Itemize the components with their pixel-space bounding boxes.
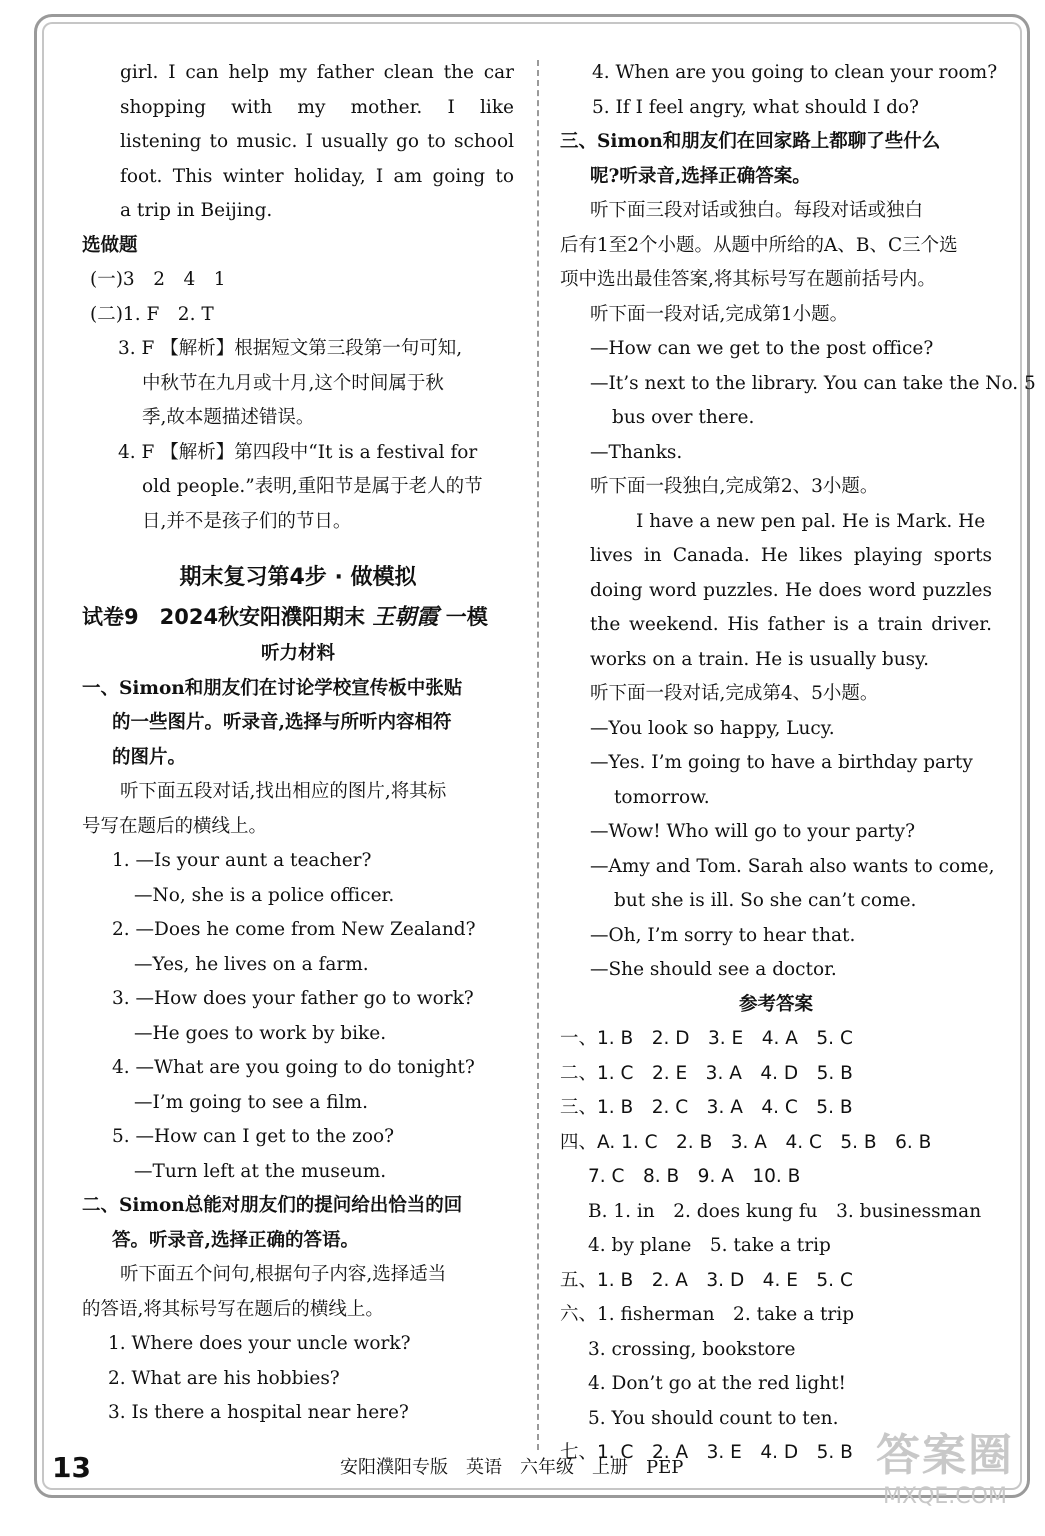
dialog-line: —Yes. I’m going to have a birthday party [590, 752, 973, 773]
part2-heading: 二、Simon总能对朋友们的提问给出恰当的回 [82, 1195, 463, 1216]
essay-line: shopping with my mother. I like [120, 96, 514, 118]
answer-line: 二、1. C 2. E 3. A 4. D 5. B [560, 1062, 853, 1084]
part3-instruction: 听下面三段对话或独白。每段对话或独白 [590, 200, 924, 221]
explanation-line: 中秋节在九月或十月,这个时间属于秋 [142, 372, 444, 394]
answer-line: 5. You should count to ten. [588, 1407, 839, 1429]
answer-line: 三、1. B 2. C 3. A 4. C 5. B [560, 1097, 853, 1118]
dialog-line: —Amy and Tom. Sarah also wants to come, [590, 855, 995, 877]
optional-title: 选做题 [82, 234, 138, 256]
essay-line: listening to music. I usually go to school [120, 131, 514, 152]
monologue-line: I have a new pen pal. He is Mark. He [636, 510, 986, 532]
essay-line: foot. This winter holiday, I am going to [120, 165, 514, 187]
dialog-line: —Wow! Who will go to your party? [590, 821, 916, 842]
part3-instruction: 后有1至2个小题。从题中所给的A、B、C三个选 [560, 234, 958, 256]
monologue-line: doing word puzzles. He does word puzzles [590, 579, 992, 601]
dialog-line: —Yes, he lives on a farm. [134, 953, 369, 975]
column-divider [537, 60, 539, 1450]
monologue-line: lives in Canada. He likes playing sports [590, 545, 992, 566]
monologue-line: works on a train. He is usually busy. [590, 648, 930, 670]
answer-line: B. 1. in 2. does kung fu 3. businessman [588, 1200, 982, 1222]
dialog-line: —He goes to work by bike. [134, 1022, 387, 1044]
part1-instruction: 听下面五段对话,找出相应的图片,将其标 [120, 781, 447, 802]
dialog-line: —No, she is a police officer. [134, 884, 395, 906]
answer-line: 4. by plane 5. take a trip [588, 1235, 831, 1256]
answer-line: 六、1. fisherman 2. take a trip [560, 1304, 855, 1325]
dialog-line: 1. —Is your aunt a teacher? [112, 850, 372, 871]
dialog-line: —I’m going to see a film. [134, 1091, 368, 1113]
dialog-line: tomorrow. [614, 786, 710, 808]
paper-title [82, 597, 514, 637]
part1-heading: 的图片。 [112, 746, 187, 768]
watermark-logo [855, 1430, 1035, 1530]
question-line: 2. What are his hobbies? [108, 1367, 340, 1389]
answer-line: 五、1. B 2. A 3. D 4. E 5. C [560, 1269, 853, 1291]
dialog-line: —You look so happy, Lucy. [590, 717, 835, 739]
answer-line: 3. crossing, bookstore [588, 1338, 796, 1360]
listening-title: 听力材料 [260, 643, 335, 664]
page-number: 13 [52, 1451, 91, 1484]
dialog-line: —Turn left at the museum. [134, 1160, 387, 1182]
question-line: 1. Where does your uncle work? [108, 1333, 411, 1354]
answer-line: 7. C 8. B 9. A 10. B [588, 1166, 801, 1187]
part3-instruction: 项中选出最佳答案,将其标号写在题前括号内。 [560, 269, 936, 290]
dialog-intro: 听下面一段对话,完成第4、5小题。 [590, 683, 879, 704]
dialog-line: 2. —Does he come from New Zealand? [112, 919, 476, 940]
answer-line: 一、1. B 2. D 3. E 4. A 5. C [560, 1028, 853, 1049]
answer-line: 四、A. 1. C 2. B 3. A 4. C 5. B 6. B [560, 1131, 932, 1153]
section-title: 期末复习第4步 · 做模拟 [179, 565, 417, 590]
part2-instruction: 听下面五个问句,根据句子内容,选择适当 [120, 1264, 447, 1285]
dialog-line: —How can we get to the post office? [590, 338, 934, 359]
explanation-line: 日,并不是孩子们的节日。 [142, 510, 352, 532]
explanation-line: 季,故本题描述错误。 [142, 407, 315, 428]
part1-heading: 一、Simon和朋友们在讨论学校宣传板中张贴 [82, 677, 463, 699]
answer-line: 4. Don’t go at the red light! [588, 1373, 846, 1394]
answer-title: 参考答案 [738, 993, 813, 1015]
dialog-intro: 听下面一段对话,完成第1小题。 [590, 303, 849, 325]
question-line: 5. If I feel angry, what should I do? [592, 96, 919, 118]
signature-logo: 王朝霞 [372, 604, 439, 630]
question-line: 4. When are you going to clean your room? [592, 62, 998, 83]
part1-heading: 的一些图片。听录音,选择与所听内容相符 [112, 712, 452, 733]
part2-heading: 答。听录音,选择正确的答语。 [112, 1229, 359, 1251]
optional-answer-1: (一)3 2 4 1 [90, 269, 226, 290]
dialog-line: bus over there. [612, 407, 755, 428]
part1-instruction: 号写在题后的横线上。 [82, 815, 268, 837]
watermark-text: 答案圈 [876, 1430, 1014, 1481]
dialog-line: but she is ill. So she can’t come. [614, 890, 917, 911]
paper-title-text: 试卷9 2024秋安阳濮阳期末 [82, 605, 366, 629]
right-column [560, 56, 1036, 1471]
explanation-line: 4. F 【解析】第四段中“It is a festival for [118, 441, 478, 463]
part3-heading: 三、Simon和朋友们在回家路上都聊了些什么 [560, 131, 941, 152]
dialog-line: 5. —How can I get to the zoo? [112, 1126, 395, 1147]
dialog-line: —Thanks. [590, 441, 683, 463]
essay-line: girl. I can help my father clean the car [120, 62, 514, 83]
explanation-line: 3. F 【解析】根据短文第三段第一句可知, [118, 338, 463, 359]
explanation-line: old people.”表明,重阳节是属于老人的节 [142, 476, 483, 497]
answer-line: 七、1. C 2. A 3. E 4. D 5. B [560, 1442, 853, 1463]
dialog-intro: 听下面一段独白,完成第2、3小题。 [590, 476, 879, 497]
paper-title-suffix: 一模 [445, 605, 488, 629]
watermark-url: MXQE.COM [883, 1484, 1007, 1509]
dialog-line: —She should see a doctor. [590, 959, 837, 980]
left-column [82, 56, 514, 1431]
dialog-line: 4. —What are you going to do tonight? [112, 1057, 475, 1078]
essay-line: a trip in Beijing. [120, 200, 273, 221]
part2-instruction: 的答语,将其标号写在题后的横线上。 [82, 1298, 384, 1320]
monologue-line: the weekend. His father is a train driver. [590, 614, 992, 635]
dialog-line: 3. —How does your father go to work? [112, 988, 474, 1009]
dialog-line: —Oh, I’m sorry to hear that. [590, 924, 856, 946]
part3-heading: 呢?听录音,选择正确答案。 [590, 165, 811, 187]
optional-answer-2: (二)1. F 2. T [90, 303, 214, 325]
dialog-line: —It’s next to the library. You can take the No. 5 [590, 372, 1036, 394]
footer-info: 安阳濮阳专版 英语 六年级 上册 PEP [340, 1457, 684, 1478]
question-line: 3. Is there a hospital near here? [108, 1402, 409, 1423]
